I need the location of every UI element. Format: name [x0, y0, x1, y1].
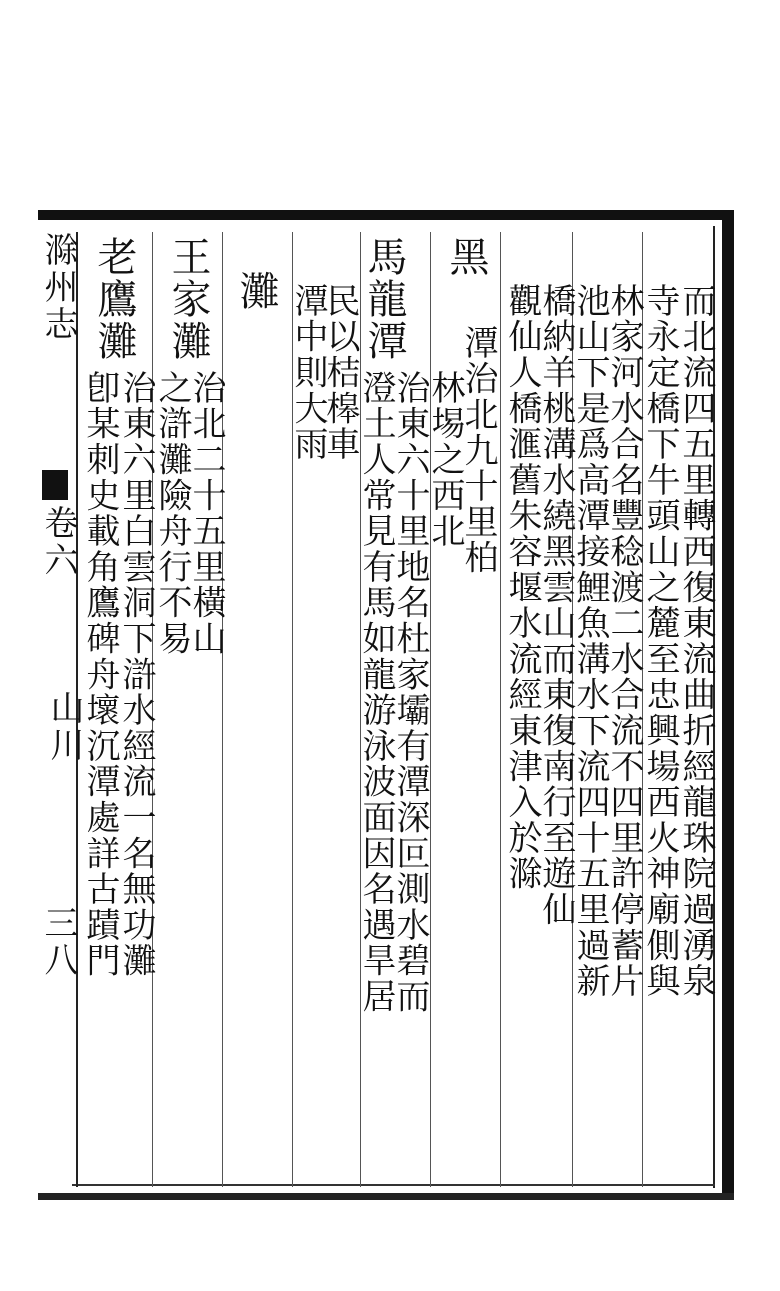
- text-column: 治北二十五里橫山: [186, 370, 226, 657]
- text-column: 民以桔槔車: [320, 283, 360, 462]
- page-frame-top: [38, 210, 734, 220]
- text-column: 橋納羊桃溝水繞黑雲山而東復南行至遊仙: [536, 283, 576, 928]
- column-rule: [500, 232, 501, 1187]
- text-column: 寺永定橋下牛頭山之麓至忠興場西火神廟側與: [640, 283, 680, 999]
- text-column: 觀仙人橋滙舊朱容堰水流經東津入於滁: [502, 283, 542, 892]
- section-label: 山川: [44, 690, 84, 764]
- entry-heading: 馬龍潭: [361, 236, 407, 362]
- text-column: 池山下是爲高潭接鯉魚溝水下流四十五里過新: [570, 283, 610, 999]
- entry-heading: 老鷹灘: [91, 236, 137, 362]
- text-column: 潭中則大雨: [288, 283, 328, 462]
- page-frame-right: [722, 210, 734, 1200]
- text-column: 之滸灘險舟行不易: [152, 370, 192, 657]
- page-frame-inner-bottom: [72, 1184, 715, 1186]
- fish-tail-mark: [42, 470, 68, 500]
- page-frame-bottom: [38, 1193, 734, 1200]
- entry-heading: 王家灘: [165, 236, 211, 362]
- text-column: 林埸之西北: [425, 370, 465, 549]
- section-heading: 灘: [233, 270, 279, 312]
- text-column: 治東六里白雲洞下滸水經流一名無功灘: [116, 370, 156, 979]
- volume-label: 卷六: [38, 505, 78, 579]
- page-number: 三八: [38, 905, 78, 979]
- text-column: 治東六十里地名杜家壩有潭深叵測水碧而: [390, 370, 430, 1015]
- text-column: 潭治北九十里柏: [458, 325, 498, 576]
- text-column: 林家河水合名豐稔渡二水合流不四里許停蓄片: [604, 283, 644, 999]
- text-column: 澄土人常見有馬如龍游泳波面因名遇旱居: [356, 370, 396, 1015]
- entry-heading: 黑: [443, 236, 489, 278]
- text-column: 而北流四五里轉西復東流曲折經龍珠院過湧泉: [676, 283, 716, 999]
- text-column: 卽某刺史載角鷹碑舟壞沉潭處詳古蹟門: [80, 370, 120, 979]
- book-title: 滁州志: [38, 232, 78, 343]
